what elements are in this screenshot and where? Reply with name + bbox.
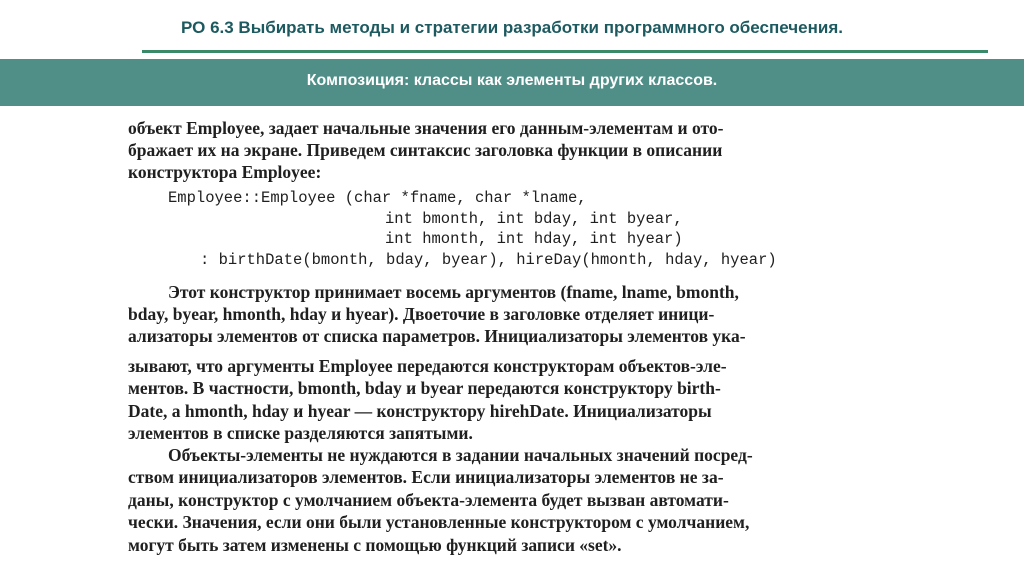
text-line: могут быть затем изменены с помощью функций записи «set». bbox=[128, 535, 622, 555]
text-line: bday, byear, hmonth, hday и hyear). Двоеточие в заголовке отделяет иници- bbox=[128, 304, 715, 324]
slide-title: РО 6.3 Выбирать методы и стратегии разработки программного обеспечения. bbox=[181, 18, 843, 37]
text-line: Объекты-элементы не нуждаются в задании начальных значений посред- bbox=[168, 445, 753, 465]
code-line: : birthDate(bmonth, bday, byear), hireDay(hmonth, hday, hyear) bbox=[200, 251, 777, 269]
text-line: Date, а hmonth, hday и hyear — конструктору hirehDate. Инициализаторы bbox=[128, 401, 712, 421]
code-line: int hmonth, int hday, int hyear) bbox=[385, 230, 683, 248]
text-line: Этот конструктор принимает восемь аргументов (fname, lname, bmonth, bbox=[168, 282, 739, 302]
code-line: int bmonth, int bday, int byear, bbox=[385, 210, 683, 228]
text-line: чески. Значения, если они были установленные конструктором с умолчанием, bbox=[128, 512, 750, 532]
text-line: ализаторы элементов от списка параметров. Инициализаторы элементов ука- bbox=[128, 326, 746, 346]
text-line: ментов. В частности, bmonth, bday и byear передаются конструктору birth- bbox=[128, 378, 721, 398]
text-line: конструктора Employee: bbox=[128, 162, 322, 182]
code-line: Employee::Employee (char *fname, char *lname, bbox=[168, 189, 587, 207]
section-banner-text: Композиция: классы как элементы других классов. bbox=[306, 72, 718, 89]
text-line: даны, конструктор с умолчанием объекта-элемента будет вызван автомати- bbox=[128, 490, 729, 510]
text-line: зывают, что аргументы Employee передаются конструкторам объектов-эле- bbox=[128, 356, 727, 376]
text-line: объект Employee, задает начальные значения его данным-элементам и ото- bbox=[128, 118, 724, 138]
text-line: элементов в списке разделяются запятыми. bbox=[128, 423, 473, 443]
text-line: бражает их на экране. Приведем синтаксис заголовка функции в описании bbox=[128, 140, 723, 160]
text-line: ством инициализаторов элементов. Если инициализаторы элементов не за- bbox=[128, 467, 724, 487]
